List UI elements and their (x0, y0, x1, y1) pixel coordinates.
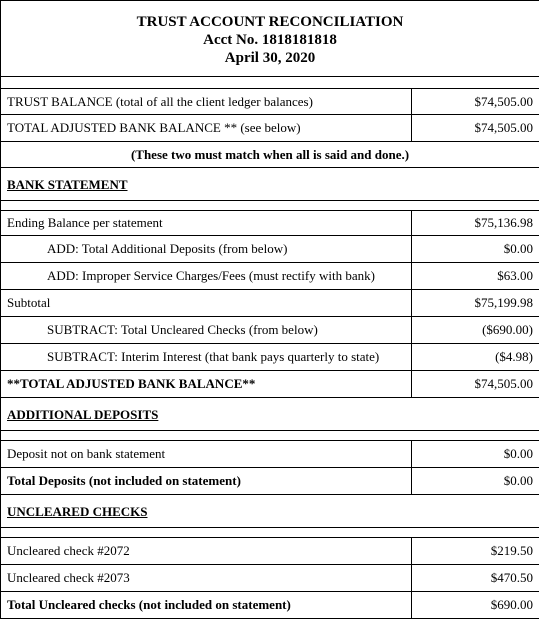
row-label: SUBTRACT: Total Uncleared Checks (from below) (1, 317, 412, 344)
row-label: Total Uncleared checks (not included on statement) (1, 592, 412, 619)
table-row (1, 317, 539, 344)
row-amount: ($690.00) (412, 317, 539, 344)
row-label: ADD: Total Additional Deposits (from below) (1, 236, 412, 263)
match-note: (These two must match when all is said and done.) (1, 142, 539, 168)
table-row (1, 441, 539, 468)
trust-balance-label: TRUST BALANCE (total of all the client ledger balances) (1, 89, 412, 115)
trust-balance-row (1, 89, 539, 115)
row-amount: $0.00 (412, 441, 539, 468)
row-label: Total Deposits (not included on statement) (1, 468, 412, 495)
bank-statement-heading: BANK STATEMENT (7, 177, 128, 192)
adjusted-bank-amount: $74,505.00 (412, 115, 539, 142)
adjusted-bank-label: TOTAL ADJUSTED BANK BALANCE ** (see below) (1, 115, 412, 142)
row-amount: $75,136.98 (412, 211, 539, 236)
uncleared-checks-heading: UNCLEARED CHECKS (7, 504, 148, 519)
additional-deposits-heading: ADDITIONAL DEPOSITS (7, 407, 159, 422)
row-amount: ($4.98) (412, 344, 539, 371)
table-row (1, 538, 539, 565)
row-label: Uncleared check #2072 (1, 538, 412, 565)
row-label: Uncleared check #2073 (1, 565, 412, 592)
row-label: ADD: Improper Service Charges/Fees (must rectify with bank) (1, 263, 412, 290)
report-date: April 30, 2020 (224, 49, 316, 66)
match-note-row (1, 142, 539, 168)
report-header-cell (1, 1, 539, 77)
row-amount: $0.00 (412, 468, 539, 495)
row-label: Ending Balance per statement (1, 211, 412, 236)
row-amount: $690.00 (412, 592, 539, 619)
spacer-row (1, 431, 539, 441)
row-amount: $0.00 (412, 236, 539, 263)
table-row (1, 344, 539, 371)
row-amount: $74,505.00 (412, 371, 539, 398)
uncleared-checks-heading-row (1, 495, 539, 528)
row-label: **TOTAL ADJUSTED BANK BALANCE** (1, 371, 412, 398)
spacer-row (1, 201, 539, 211)
table-row (1, 211, 539, 236)
adjusted-bank-row (1, 115, 539, 142)
table-row (1, 236, 539, 263)
account-number: Acct No. 1818181818 (203, 31, 337, 48)
spacer-row (1, 528, 539, 538)
table-row (1, 371, 539, 398)
bank-statement-heading-row (1, 168, 539, 201)
table-row (1, 565, 539, 592)
row-amount: $63.00 (412, 263, 539, 290)
row-label: Subtotal (1, 290, 412, 317)
table-row (1, 468, 539, 495)
report-header (1, 1, 539, 77)
table-row (1, 290, 539, 317)
row-amount: $470.50 (412, 565, 539, 592)
additional-deposits-heading-row (1, 398, 539, 431)
spacer-row (1, 77, 539, 89)
table-row (1, 592, 539, 619)
trust-balance-amount: $74,505.00 (412, 89, 539, 115)
row-amount: $219.50 (412, 538, 539, 565)
row-label: SUBTRACT: Interim Interest (that bank pays quarterly to state) (1, 344, 412, 371)
row-label: Deposit not on bank statement (1, 441, 412, 468)
table-row (1, 263, 539, 290)
row-amount: $75,199.98 (412, 290, 539, 317)
report-title: TRUST ACCOUNT RECONCILIATION (136, 13, 404, 30)
